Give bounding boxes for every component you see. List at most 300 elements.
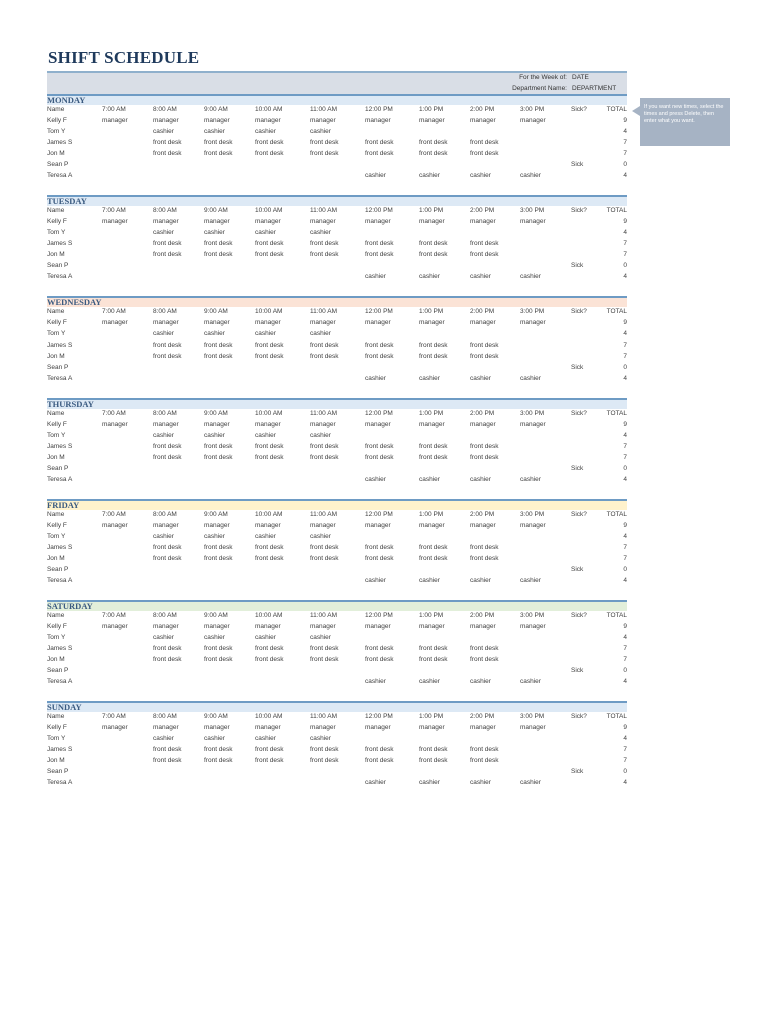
shift-cell[interactable]: front desk — [204, 442, 233, 450]
shift-cell[interactable]: cashier — [419, 172, 440, 180]
column-header-time: 12:00 PM — [365, 510, 393, 518]
employee-name[interactable]: Kelly F — [47, 319, 67, 327]
shift-cell[interactable]: cashier — [204, 634, 225, 642]
employee-name[interactable]: James S — [47, 442, 73, 450]
shift-cell[interactable]: manager — [520, 623, 546, 631]
shift-cell[interactable]: front desk — [419, 645, 448, 653]
employee-name[interactable]: James S — [47, 240, 73, 248]
employee-name[interactable]: Tom Y — [47, 229, 66, 237]
shift-cell[interactable]: front desk — [153, 352, 182, 360]
column-header-time: 1:00 PM — [419, 409, 444, 417]
shift-cell[interactable]: manager — [520, 724, 546, 732]
employee-name[interactable]: Kelly F — [47, 420, 67, 428]
employee-name[interactable]: James S — [47, 746, 73, 754]
shift-cell[interactable]: manager — [520, 420, 546, 428]
shift-cell[interactable]: front desk — [204, 251, 233, 259]
table-row — [47, 756, 627, 767]
shift-cell[interactable]: cashier — [204, 229, 225, 237]
shift-cell[interactable]: cashier — [419, 475, 440, 483]
shift-cell[interactable]: front desk — [310, 150, 339, 158]
shift-cell[interactable]: manager — [102, 117, 128, 125]
shift-cell[interactable]: front desk — [204, 341, 233, 349]
employee-name[interactable]: James S — [47, 645, 73, 653]
shift-cell[interactable]: front desk — [365, 251, 394, 259]
shift-cell[interactable]: cashier — [470, 172, 491, 180]
shift-cell[interactable]: front desk — [153, 240, 182, 248]
shift-cell[interactable]: cashier — [310, 532, 331, 540]
table-row — [47, 521, 627, 532]
shift-cell[interactable]: manager — [102, 218, 128, 226]
shift-cell[interactable]: front desk — [470, 645, 499, 653]
shift-cell[interactable]: front desk — [470, 251, 499, 259]
shift-cell[interactable]: front desk — [470, 240, 499, 248]
shift-cell[interactable]: cashier — [520, 577, 541, 585]
shift-cell[interactable]: manager — [204, 319, 230, 327]
employee-name[interactable]: Teresa A — [47, 172, 73, 180]
shift-cell[interactable]: cashier — [470, 678, 491, 686]
shift-cell[interactable]: front desk — [310, 746, 339, 754]
shift-cell[interactable]: front desk — [255, 240, 284, 248]
employee-name[interactable]: Kelly F — [47, 218, 67, 226]
shift-cell[interactable]: front desk — [470, 746, 499, 754]
employee-name[interactable]: Jon M — [47, 150, 65, 158]
shift-cell[interactable]: front desk — [470, 656, 499, 664]
shift-cell[interactable]: front desk — [204, 453, 233, 461]
shift-cell[interactable]: front desk — [255, 341, 284, 349]
shift-cell[interactable]: cashier — [204, 532, 225, 540]
shift-cell[interactable]: manager — [520, 117, 546, 125]
shift-cell[interactable]: front desk — [255, 554, 284, 562]
shift-cell[interactable]: front desk — [255, 757, 284, 765]
total-cell: 4 — [623, 128, 627, 136]
shift-cell[interactable]: front desk — [470, 352, 499, 360]
shift-cell[interactable]: front desk — [470, 543, 499, 551]
shift-cell[interactable]: front desk — [310, 656, 339, 664]
shift-cell[interactable]: cashier — [310, 330, 331, 338]
shift-cell[interactable]: front desk — [255, 453, 284, 461]
shift-cell[interactable]: manager — [255, 117, 281, 125]
shift-cell[interactable]: front desk — [310, 251, 339, 259]
table-row — [47, 576, 627, 587]
shift-cell[interactable]: front desk — [470, 139, 499, 147]
shift-cell[interactable]: front desk — [365, 341, 394, 349]
shift-cell[interactable]: cashier — [310, 431, 331, 439]
shift-cell[interactable]: cashier — [520, 475, 541, 483]
shift-cell[interactable]: front desk — [419, 139, 448, 147]
employee-name[interactable]: James S — [47, 139, 73, 147]
employee-name[interactable]: Jon M — [47, 757, 65, 765]
column-header-time: 7:00 AM — [102, 713, 126, 721]
shift-cell[interactable]: cashier — [204, 128, 225, 136]
sick-cell[interactable]: Sick — [571, 566, 584, 574]
shift-cell[interactable]: manager — [255, 623, 281, 631]
shift-cell[interactable]: front desk — [153, 341, 182, 349]
total-cell: 7 — [623, 251, 627, 259]
shift-cell[interactable]: manager — [470, 117, 496, 125]
shift-cell[interactable]: front desk — [419, 240, 448, 248]
shift-cell[interactable]: manager — [365, 623, 391, 631]
total-cell: 0 — [623, 262, 627, 270]
shift-cell[interactable]: front desk — [365, 240, 394, 248]
shift-cell[interactable]: front desk — [255, 645, 284, 653]
shift-cell[interactable]: manager — [153, 521, 179, 529]
column-header-time: 7:00 AM — [102, 409, 126, 417]
shift-cell[interactable]: cashier — [310, 229, 331, 237]
shift-cell[interactable]: front desk — [204, 645, 233, 653]
shift-cell[interactable]: manager — [310, 319, 336, 327]
shift-cell[interactable]: cashier — [470, 577, 491, 585]
shift-cell[interactable]: front desk — [470, 341, 499, 349]
sick-cell[interactable]: Sick — [571, 768, 584, 776]
shift-cell[interactable]: cashier — [153, 229, 174, 237]
shift-cell[interactable]: manager — [310, 623, 336, 631]
employee-name[interactable]: Sean P — [47, 262, 69, 270]
shift-cell[interactable]: front desk — [255, 352, 284, 360]
total-cell: 4 — [623, 678, 627, 686]
shift-cell[interactable]: front desk — [470, 757, 499, 765]
department-value[interactable]: DEPARTMENT — [572, 85, 617, 92]
shift-cell[interactable]: front desk — [204, 352, 233, 360]
shift-cell[interactable]: manager — [153, 420, 179, 428]
shift-cell[interactable]: manager — [470, 623, 496, 631]
shift-cell[interactable]: manager — [470, 521, 496, 529]
shift-cell[interactable]: cashier — [470, 374, 491, 382]
shift-cell[interactable]: front desk — [255, 656, 284, 664]
employee-name[interactable]: Jon M — [47, 251, 65, 259]
employee-name[interactable]: Sean P — [47, 161, 69, 169]
shift-cell[interactable]: front desk — [153, 656, 182, 664]
column-header-sick: Sick? — [571, 510, 587, 518]
shift-cell[interactable]: cashier — [365, 273, 386, 281]
employee-name[interactable]: Teresa A — [47, 779, 73, 787]
shift-cell[interactable]: manager — [153, 117, 179, 125]
shift-cell[interactable]: front desk — [310, 139, 339, 147]
shift-cell[interactable]: manager — [365, 319, 391, 327]
shift-cell[interactable]: front desk — [310, 757, 339, 765]
shift-cell[interactable]: front desk — [365, 453, 394, 461]
shift-cell[interactable]: cashier — [204, 330, 225, 338]
total-cell: 4 — [623, 475, 627, 483]
shift-cell[interactable]: front desk — [255, 442, 284, 450]
shift-cell[interactable]: front desk — [365, 757, 394, 765]
shift-cell[interactable]: cashier — [255, 330, 276, 338]
shift-cell[interactable]: cashier — [255, 128, 276, 136]
shift-cell[interactable]: manager — [310, 521, 336, 529]
employee-name[interactable]: Tom Y — [47, 330, 66, 338]
shift-cell[interactable]: front desk — [310, 352, 339, 360]
shift-cell[interactable]: cashier — [153, 634, 174, 642]
shift-cell[interactable]: manager — [419, 623, 445, 631]
shift-cell[interactable]: manager — [419, 117, 445, 125]
shift-cell[interactable]: cashier — [153, 128, 174, 136]
column-header-sick: Sick? — [571, 713, 587, 721]
shift-cell[interactable]: manager — [255, 724, 281, 732]
shift-cell[interactable]: front desk — [153, 554, 182, 562]
shift-cell[interactable]: cashier — [520, 779, 541, 787]
shift-cell[interactable]: front desk — [153, 251, 182, 259]
shift-cell[interactable]: front desk — [365, 139, 394, 147]
shift-cell[interactable]: front desk — [365, 746, 394, 754]
employee-name[interactable]: Jon M — [47, 554, 65, 562]
shift-cell[interactable]: manager — [365, 117, 391, 125]
employee-name[interactable]: Sean P — [47, 566, 69, 574]
total-cell: 7 — [623, 746, 627, 754]
shift-cell[interactable]: front desk — [365, 150, 394, 158]
shift-cell[interactable]: cashier — [520, 273, 541, 281]
shift-cell[interactable]: cashier — [520, 374, 541, 382]
employee-name[interactable]: Kelly F — [47, 117, 67, 125]
shift-cell[interactable]: manager — [470, 319, 496, 327]
shift-cell[interactable]: manager — [204, 623, 230, 631]
shift-cell[interactable]: front desk — [255, 746, 284, 754]
employee-name[interactable]: Teresa A — [47, 475, 73, 483]
shift-cell[interactable]: front desk — [470, 453, 499, 461]
shift-cell[interactable]: manager — [365, 218, 391, 226]
employee-name[interactable]: Sean P — [47, 667, 69, 675]
shift-cell[interactable]: manager — [204, 117, 230, 125]
shift-cell[interactable]: cashier — [470, 273, 491, 281]
day-section-thursday — [47, 398, 627, 486]
shift-cell[interactable]: front desk — [419, 543, 448, 551]
employee-name[interactable]: Kelly F — [47, 623, 67, 631]
shift-cell[interactable]: cashier — [255, 229, 276, 237]
shift-cell[interactable]: front desk — [153, 453, 182, 461]
day-section-tuesday — [47, 195, 627, 283]
shift-cell[interactable]: manager — [520, 521, 546, 529]
employee-name[interactable]: Jon M — [47, 453, 65, 461]
shift-cell[interactable]: front desk — [419, 341, 448, 349]
shift-cell[interactable]: manager — [204, 521, 230, 529]
employee-name[interactable]: Jon M — [47, 656, 65, 664]
shift-cell[interactable]: front desk — [204, 150, 233, 158]
shift-cell[interactable]: manager — [204, 724, 230, 732]
employee-name[interactable]: Teresa A — [47, 678, 73, 686]
shift-cell[interactable]: manager — [365, 724, 391, 732]
employee-name[interactable]: Tom Y — [47, 634, 66, 642]
shift-cell[interactable]: front desk — [204, 656, 233, 664]
shift-cell[interactable]: cashier — [365, 779, 386, 787]
shift-cell[interactable]: front desk — [419, 352, 448, 360]
sick-cell[interactable]: Sick — [571, 161, 584, 169]
shift-cell[interactable]: front desk — [153, 150, 182, 158]
employee-name[interactable]: James S — [47, 341, 73, 349]
column-header-sick: Sick? — [571, 409, 587, 417]
column-header-time: 3:00 PM — [520, 308, 545, 316]
shift-cell[interactable]: front desk — [310, 442, 339, 450]
shift-cell[interactable]: cashier — [365, 172, 386, 180]
shift-cell[interactable]: cashier — [255, 735, 276, 743]
shift-cell[interactable]: front desk — [310, 554, 339, 562]
shift-cell[interactable]: manager — [204, 420, 230, 428]
shift-cell[interactable]: manager — [102, 521, 128, 529]
shift-cell[interactable]: manager — [520, 218, 546, 226]
shift-cell[interactable]: manager — [153, 724, 179, 732]
shift-cell[interactable]: front desk — [419, 757, 448, 765]
shift-cell[interactable]: front desk — [153, 442, 182, 450]
shift-cell[interactable]: front desk — [470, 554, 499, 562]
total-cell: 4 — [623, 779, 627, 787]
shift-cell[interactable]: front desk — [365, 554, 394, 562]
shift-cell[interactable]: front desk — [419, 554, 448, 562]
employee-name[interactable]: Teresa A — [47, 273, 73, 281]
shift-cell[interactable]: cashier — [419, 779, 440, 787]
shift-cell[interactable]: cashier — [153, 735, 174, 743]
column-header-time: 3:00 PM — [520, 409, 545, 417]
shift-cell[interactable]: front desk — [470, 442, 499, 450]
shift-cell[interactable]: cashier — [365, 475, 386, 483]
shift-cell[interactable]: manager — [310, 117, 336, 125]
shift-cell[interactable]: cashier — [419, 678, 440, 686]
shift-cell[interactable]: manager — [470, 420, 496, 428]
shift-cell[interactable]: manager — [153, 218, 179, 226]
shift-cell[interactable]: cashier — [153, 431, 174, 439]
table-row — [47, 363, 627, 374]
shift-cell[interactable]: manager — [419, 218, 445, 226]
shift-cell[interactable]: front desk — [153, 645, 182, 653]
shift-cell[interactable]: cashier — [419, 577, 440, 585]
table-row — [47, 734, 627, 745]
shift-cell[interactable]: cashier — [255, 431, 276, 439]
shift-cell[interactable]: manager — [419, 319, 445, 327]
shift-cell[interactable]: front desk — [310, 645, 339, 653]
shift-cell[interactable]: front desk — [153, 139, 182, 147]
shift-cell[interactable]: front desk — [419, 442, 448, 450]
shift-cell[interactable]: cashier — [204, 431, 225, 439]
total-cell: 7 — [623, 453, 627, 461]
shift-cell[interactable]: front desk — [204, 554, 233, 562]
shift-cell[interactable]: cashier — [419, 374, 440, 382]
shift-cell[interactable]: manager — [470, 218, 496, 226]
shift-cell[interactable]: manager — [365, 420, 391, 428]
sick-cell[interactable]: Sick — [571, 363, 584, 371]
employee-name[interactable]: Kelly F — [47, 724, 67, 732]
shift-cell[interactable]: cashier — [365, 374, 386, 382]
shift-cell[interactable]: cashier — [470, 475, 491, 483]
shift-cell[interactable]: front desk — [419, 453, 448, 461]
shift-cell[interactable]: front desk — [204, 543, 233, 551]
shift-cell[interactable]: front desk — [419, 251, 448, 259]
shift-cell[interactable]: manager — [102, 623, 128, 631]
shift-cell[interactable]: front desk — [204, 240, 233, 248]
employee-name[interactable]: James S — [47, 543, 73, 551]
callout-arrow — [632, 106, 640, 116]
shift-cell[interactable]: front desk — [310, 543, 339, 551]
employee-name[interactable]: Tom Y — [47, 532, 66, 540]
employee-name[interactable]: Teresa A — [47, 374, 73, 382]
shift-cell[interactable]: front desk — [204, 757, 233, 765]
shift-cell[interactable]: front desk — [310, 453, 339, 461]
shift-cell[interactable]: manager — [255, 218, 281, 226]
shift-cell[interactable]: cashier — [310, 735, 331, 743]
employee-name[interactable]: Tom Y — [47, 735, 66, 743]
shift-cell[interactable]: cashier — [255, 532, 276, 540]
shift-cell[interactable]: front desk — [419, 150, 448, 158]
shift-cell[interactable]: front desk — [255, 150, 284, 158]
shift-cell[interactable]: cashier — [310, 634, 331, 642]
shift-cell[interactable]: manager — [419, 420, 445, 428]
employee-name[interactable]: Kelly F — [47, 521, 67, 529]
table-row — [47, 116, 627, 127]
shift-cell[interactable]: front desk — [255, 251, 284, 259]
week-value[interactable]: DATE — [572, 74, 589, 81]
shift-cell[interactable]: manager — [365, 521, 391, 529]
sick-cell[interactable]: Sick — [571, 464, 584, 472]
shift-cell[interactable]: manager — [204, 218, 230, 226]
employee-name[interactable]: Sean P — [47, 768, 69, 776]
shift-cell[interactable]: front desk — [419, 656, 448, 664]
shift-cell[interactable]: front desk — [419, 746, 448, 754]
shift-cell[interactable]: cashier — [470, 779, 491, 787]
shift-cell[interactable]: manager — [470, 724, 496, 732]
shift-cell[interactable]: front desk — [470, 150, 499, 158]
shift-cell[interactable]: manager — [153, 623, 179, 631]
shift-cell[interactable]: front desk — [204, 746, 233, 754]
shift-cell[interactable]: manager — [102, 420, 128, 428]
total-cell: 7 — [623, 442, 627, 450]
shift-cell[interactable]: cashier — [204, 735, 225, 743]
shift-cell[interactable]: manager — [102, 319, 128, 327]
shift-cell[interactable]: front desk — [310, 341, 339, 349]
shift-cell[interactable]: front desk — [365, 352, 394, 360]
shift-cell[interactable]: front desk — [255, 543, 284, 551]
shift-cell[interactable]: cashier — [520, 678, 541, 686]
shift-cell[interactable]: manager — [310, 218, 336, 226]
sick-cell[interactable]: Sick — [571, 262, 584, 270]
shift-cell[interactable]: front desk — [153, 757, 182, 765]
shift-cell[interactable]: cashier — [520, 172, 541, 180]
shift-cell[interactable]: front desk — [153, 746, 182, 754]
column-header-row — [47, 409, 627, 420]
shift-cell[interactable]: cashier — [365, 577, 386, 585]
employee-name[interactable]: Sean P — [47, 464, 69, 472]
column-header-row — [47, 510, 627, 521]
shift-cell[interactable]: front desk — [365, 656, 394, 664]
shift-cell[interactable]: front desk — [365, 543, 394, 551]
shift-cell[interactable]: manager — [255, 521, 281, 529]
shift-cell[interactable]: cashier — [153, 330, 174, 338]
sick-cell[interactable]: Sick — [571, 667, 584, 675]
shift-cell[interactable]: front desk — [153, 543, 182, 551]
column-header-time: 10:00 AM — [255, 106, 283, 113]
shift-cell[interactable]: front desk — [365, 645, 394, 653]
table-row — [47, 171, 627, 182]
employee-name[interactable]: Teresa A — [47, 577, 73, 585]
shift-cell[interactable]: cashier — [153, 532, 174, 540]
shift-cell[interactable]: manager — [153, 319, 179, 327]
shift-cell[interactable]: manager — [520, 319, 546, 327]
shift-cell[interactable]: front desk — [255, 139, 284, 147]
shift-cell[interactable]: front desk — [365, 442, 394, 450]
shift-cell[interactable]: manager — [310, 420, 336, 428]
shift-cell[interactable]: cashier — [419, 273, 440, 281]
shift-cell[interactable]: front desk — [310, 240, 339, 248]
employee-name[interactable]: Jon M — [47, 352, 65, 360]
shift-cell[interactable]: manager — [255, 319, 281, 327]
employee-name[interactable]: Tom Y — [47, 128, 66, 136]
shift-cell[interactable]: manager — [419, 521, 445, 529]
employee-name[interactable]: Tom Y — [47, 431, 66, 439]
shift-cell[interactable]: cashier — [255, 634, 276, 642]
employee-name[interactable]: Sean P — [47, 363, 69, 371]
shift-cell[interactable]: manager — [102, 724, 128, 732]
shift-cell[interactable]: cashier — [365, 678, 386, 686]
shift-cell[interactable]: manager — [255, 420, 281, 428]
day-section-wednesday — [47, 296, 627, 384]
shift-cell[interactable]: cashier — [310, 128, 331, 136]
shift-cell[interactable]: front desk — [204, 139, 233, 147]
shift-cell[interactable]: manager — [419, 724, 445, 732]
shift-cell[interactable]: manager — [310, 724, 336, 732]
